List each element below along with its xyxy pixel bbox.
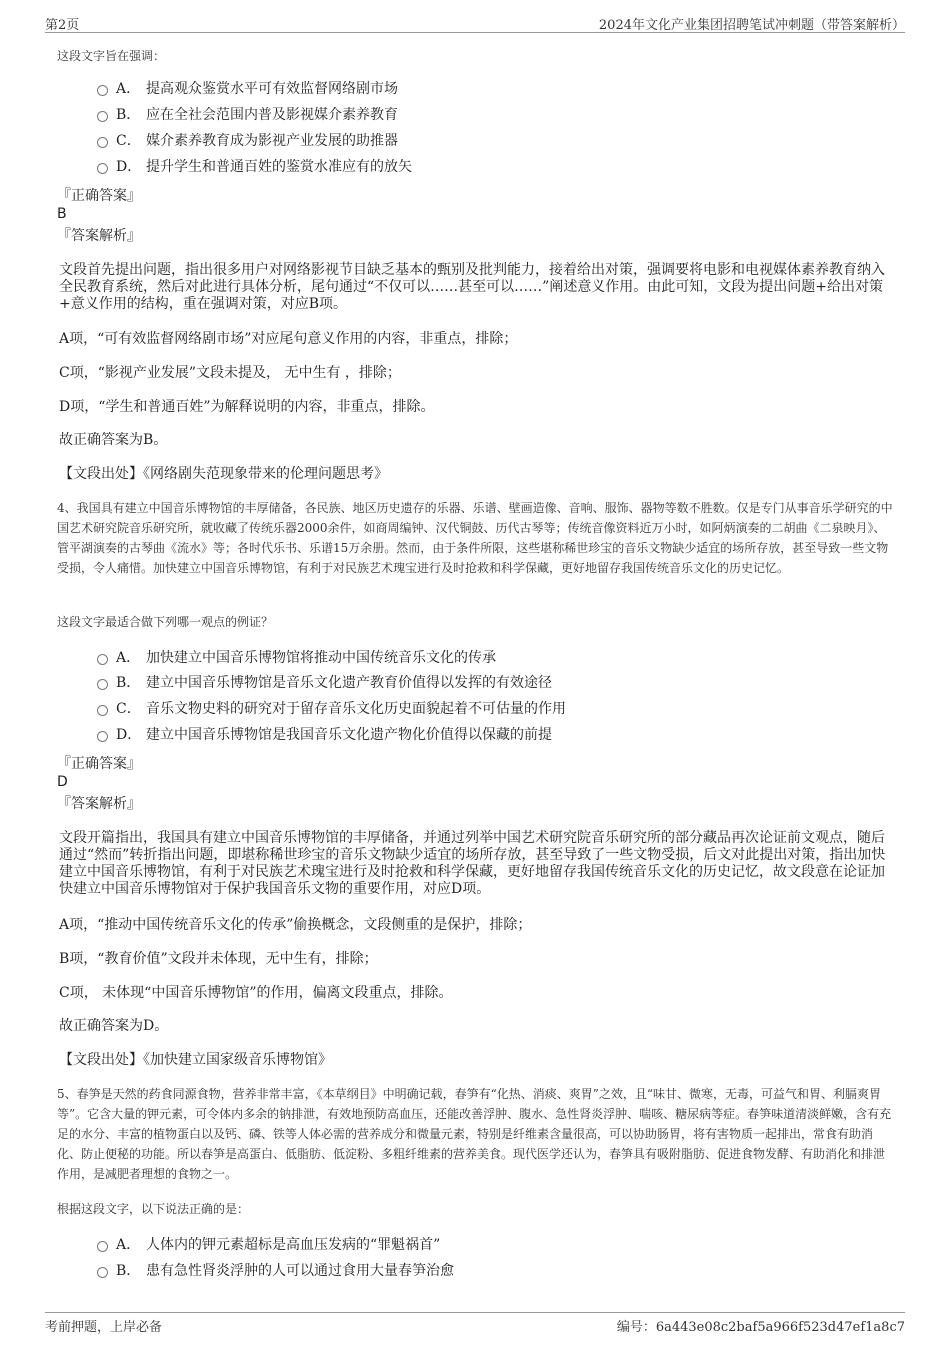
option-letter: B．	[116, 1263, 141, 1279]
option-text: 媒介素养教育成为影视产业发展的助推器	[146, 133, 398, 149]
radio-icon[interactable]	[97, 1267, 108, 1278]
option-letter: C．	[116, 701, 141, 717]
q5-option-b[interactable]	[97, 1261, 454, 1281]
q3-conclusion: 故正确答案为B。	[59, 432, 168, 448]
q3-answer-label: 『正确答案』	[57, 188, 141, 204]
option-letter: C．	[116, 133, 141, 149]
option-text: 应在全社会范围内普及影视媒介素养教育	[146, 107, 398, 123]
q3-option-c[interactable]	[97, 131, 398, 151]
option-text: 音乐文物史料的研究对于留存音乐文化历史面貌起着不可估量的作用	[146, 701, 566, 717]
q4-analysis-label: 『答案解析』	[57, 796, 141, 812]
radio-icon[interactable]	[97, 111, 108, 122]
option-text: 提升学生和普通百姓的鉴赏水准应有的放矢	[146, 159, 412, 175]
q4-stem: 这段文字最适合做下列哪一观点的例证？	[57, 615, 274, 629]
radio-icon[interactable]	[97, 1241, 108, 1252]
q3-analysis: 文段首先提出问题，指出很多用户对网络影视节目缺乏基本的甄别及批判能力，接着给出对策，强调要将电影和电视媒体素养教育纳入全民教育系统，然后对此进行具体分析，尾句通过“不仅可以……甚至可以……”阐述意义作用。由此可知，文段为提出问题+给出对策+意义作用的结构，重在强调对策，对应B项。	[59, 262, 885, 312]
option-letter: D．	[116, 159, 142, 175]
option-letter: B．	[116, 107, 141, 123]
option-text: 建立中国音乐博物馆是我国音乐文化遗产物化价值得以保藏的前提	[146, 727, 552, 743]
q4-line-a: A项，“推动中国传统音乐文化的传承”偷换概念，文段侧重的是保护，排除；	[59, 917, 532, 933]
radio-icon[interactable]	[97, 163, 108, 174]
radio-icon[interactable]	[97, 731, 108, 742]
option-text: 建立中国音乐博物馆是音乐文化遗产教育价值得以发挥的有效途径	[146, 675, 552, 691]
page-footer	[45, 1312, 905, 1337]
q3-line-c: C项，“影视产业发展”文段未提及， 无中生有 ，排除；	[59, 365, 401, 381]
radio-icon[interactable]	[97, 85, 108, 96]
q3-option-b[interactable]	[97, 105, 398, 125]
radio-icon[interactable]	[97, 679, 108, 690]
q4-answer-label: 『正确答案』	[57, 756, 141, 772]
q3-stem: 这段文字旨在强调：	[57, 49, 166, 63]
option-text: 加快建立中国音乐博物馆将推动中国传统音乐文化的传承	[146, 650, 496, 666]
q4-conclusion: 故正确答案为D。	[59, 1018, 169, 1034]
q4-source: 【文段出处】《加快建立国家级音乐博物馆》	[59, 1052, 332, 1068]
option-letter: B．	[116, 675, 141, 691]
option-letter: A．	[116, 650, 141, 666]
q4-analysis: 文段开篇指出，我国具有建立中国音乐博物馆的丰厚储备，并通过列举中国艺术研究院音乐研究所的部分藏品再次论证前文观点，随后通过“然而”转折指出问题，即堪称稀世珍宝的音乐文物缺少适宜的场所存放，甚至导致了一些文物受损，后文对此提出对策，指出加快建立中国音乐博物馆，有利于对民族艺术瑰宝进行及时抢救和科学保藏，更好地留存我国传统音乐文化的历史记忆，故文段意在论证加快建立中国音乐博物馆对于保护我国音乐文物的重要作用，对应D项。	[59, 830, 886, 897]
page-number: 第2页	[45, 18, 80, 33]
q4-passage: 4、我国具有建立中国音乐博物馆的丰厚储备，各民族、地区历史遗存的乐器、乐谱、壁画造像、音响、服饰、器物等数不胜数。仅是专门从事音乐学研究的中国艺术研究院音乐研究所，就收藏了传统乐器2000余件，如商周编钟、汉代铜鼓、历代古琴等；传统音像资料近万小时，如阿炳演奏的二胡曲《二泉映月》、管平湖演奏的古琴曲《流水》等；各时代乐书、乐谱15万余册。然而，由于条件所限，这些堪称稀世珍宝的音乐文物缺少适宜的场所存放，甚至导致一些文物受损，令人痛惜。加快建立中国音乐博物馆，有利于对民族艺术瑰宝进行及时抢救和科学保藏，更好地留存我国传统音乐文化的历史记忆。	[57, 501, 893, 575]
q5-passage: 5、春笋是天然的药食同源食物，营养非常丰富，《本草纲目》中明确记载，春笋有“化热、消痰、爽胃”之效，且“味甘、微寒，无毒，可益气和胃、利膈爽胃等”。它含大量的钾元素，可令体内多余的钠排泄，有效地预防高血压，还能改善浮肿、腹水、急性肾炎浮肿、喘咳、糖尿病等症。春笋味道清淡鲜嫩，含有充足的水分、丰富的植物蛋白以及钙、磷、铁等人体必需的营养成分和微量元素，特别是纤维素含量很高，可以协助肠胃，将有害物质一起排出，常食有助消化、防止便秘的功能。所以春笋是高蛋白、低脂肪、低淀粉、多粗纤维素的营养美食。现代医学还认为，春笋具有吸附脂肪、促进食物发酵、有助消化和排泄作用，是减肥者理想的食物之一。	[57, 1087, 892, 1181]
document-id: 编号：6a443e08c2baf5a966f523d47ef1a8c7	[616, 1320, 905, 1335]
q4-line-c: C项， 未体现“中国音乐博物馆”的作用，偏离文段重点，排除。	[59, 985, 453, 1001]
radio-icon[interactable]	[97, 137, 108, 148]
q4-option-a[interactable]	[97, 648, 496, 668]
option-letter: A．	[116, 1237, 141, 1253]
option-text: 提高观众鉴赏水平可有效监督网络剧市场	[146, 81, 398, 97]
q3-source: 【文段出处】《网络剧失范现象带来的伦理问题思考》	[59, 466, 388, 482]
q4-option-d[interactable]	[97, 725, 552, 745]
page-header	[45, 12, 905, 33]
q5-stem: 根据这段文字，以下说法正确的是：	[57, 1202, 250, 1216]
q4-answer: D	[57, 774, 68, 790]
q3-line-a: A项，“可有效监督网络剧市场”对应尾句意义作用的内容，非重点，排除；	[59, 331, 518, 347]
q5-option-a[interactable]	[97, 1235, 440, 1255]
q4-option-c[interactable]	[97, 699, 566, 719]
option-text: 人体内的钾元素超标是高血压发病的“罪魁祸首”	[146, 1237, 441, 1253]
q3-line-d: D项，“学生和普通百姓”为解释说明的内容，非重点，排除。	[59, 399, 435, 415]
document-title: 2024年文化产业集团招聘笔试冲刺题（带答案解析）	[598, 18, 905, 33]
option-letter: D．	[116, 727, 142, 743]
radio-icon[interactable]	[97, 705, 108, 716]
q3-option-a[interactable]	[97, 79, 398, 99]
q3-analysis-label: 『答案解析』	[57, 228, 141, 244]
q4-line-b: B项，“教育价值”文段并未体现，无中生有，排除；	[59, 951, 378, 967]
option-letter: A．	[116, 81, 141, 97]
radio-icon[interactable]	[97, 654, 108, 665]
q3-option-d[interactable]	[97, 157, 412, 177]
q4-option-b[interactable]	[97, 673, 552, 693]
q3-answer: B	[57, 206, 67, 222]
footer-slogan: 考前押题，上岸必备	[45, 1320, 163, 1335]
option-text: 患有急性肾炎浮肿的人可以通过食用大量春笋治愈	[146, 1263, 454, 1279]
